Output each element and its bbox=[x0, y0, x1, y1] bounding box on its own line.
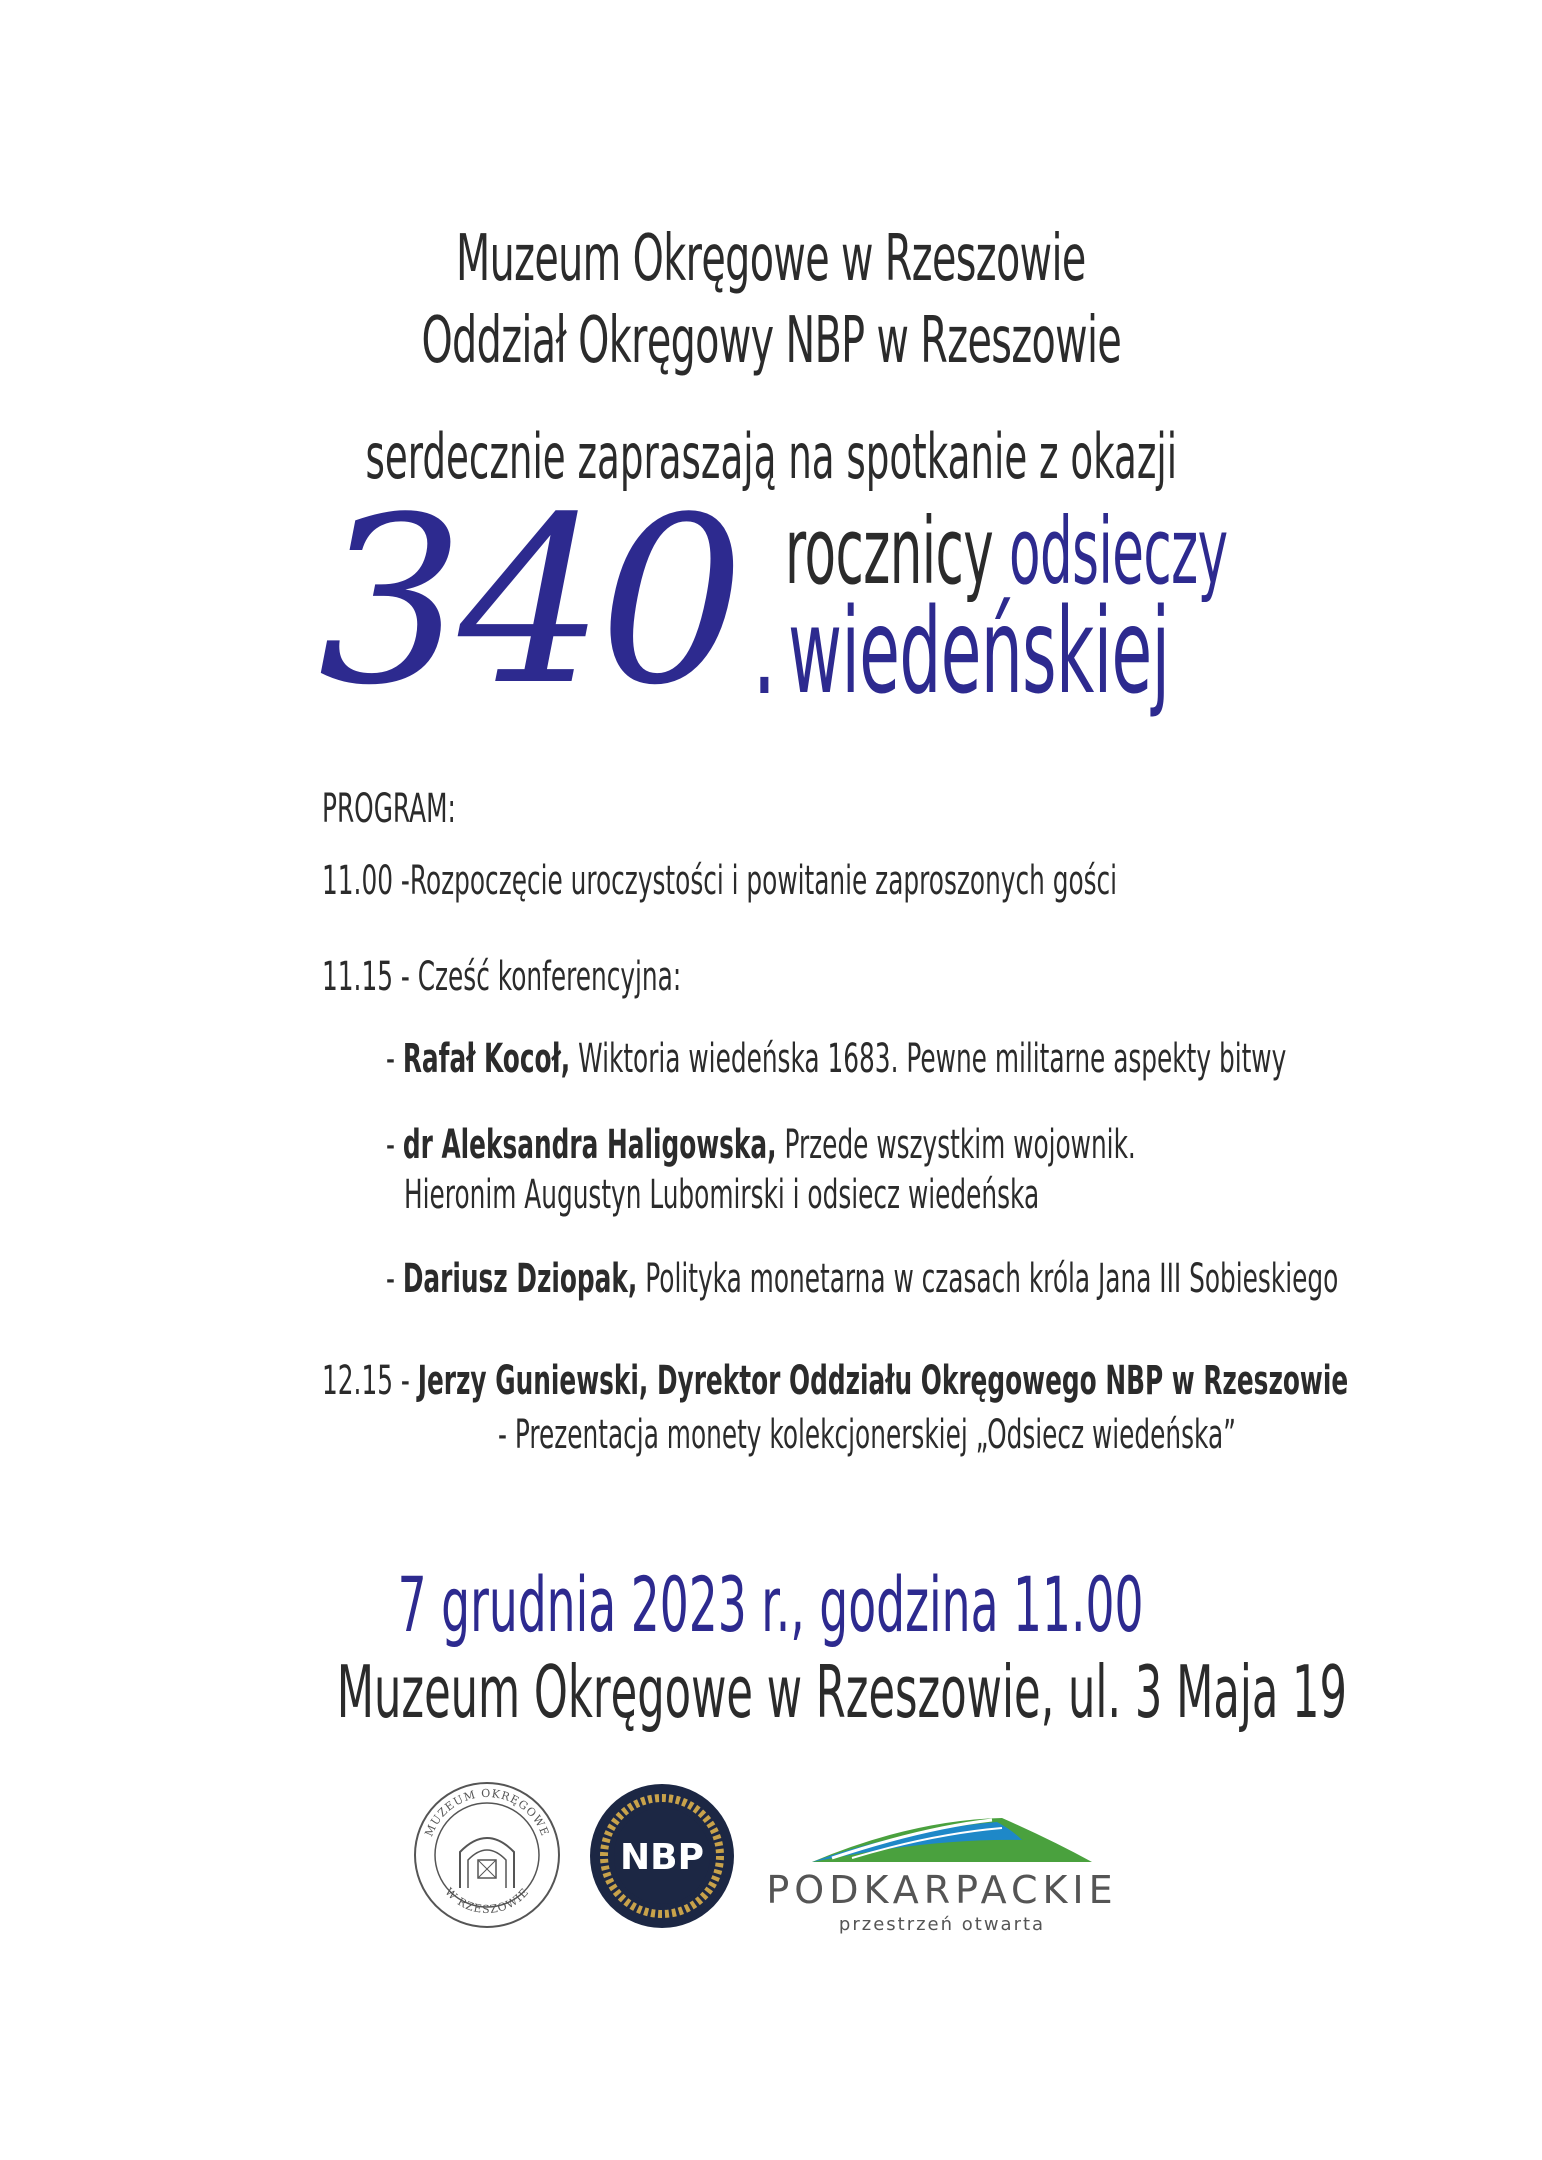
program-time: 11.00 bbox=[322, 858, 393, 904]
program-time: 12.15 bbox=[322, 1358, 393, 1404]
talk-2 bbox=[386, 1122, 1136, 1168]
organizer-line-2: Oddział Okręgowy NBP w Rzeszowie bbox=[421, 304, 1121, 378]
talk-dash: - bbox=[386, 1256, 403, 1302]
talk-dash: - bbox=[386, 1036, 403, 1082]
podkarpackie-logo-text: PODKARPACKIE bbox=[766, 1868, 1118, 1912]
talk-speaker: Rafał Kocoł, bbox=[402, 1036, 571, 1082]
program-item-1115 bbox=[322, 954, 681, 1000]
anniversary-word-wiedenskiej: wiedeńskiej bbox=[788, 582, 1170, 720]
museum-logo-top-text: MUZEUM OKRĘGOWE bbox=[422, 1786, 552, 1839]
anniversary-dot: . bbox=[752, 572, 777, 724]
talk-2-title-cont: Hieronim Augustyn Lubomirski i odsiecz wiedeńska bbox=[404, 1172, 1040, 1218]
event-date: 7 grudnia 2023 r., godzina 11.00 bbox=[398, 1560, 1144, 1649]
program-item-1215 bbox=[322, 1358, 1348, 1404]
museum-logo bbox=[412, 1780, 562, 1930]
nbp-logo bbox=[588, 1782, 736, 1930]
program-dash: - bbox=[392, 1358, 418, 1404]
podkarpackie-logo-subtext: przestrzeń otwarta bbox=[838, 1914, 1046, 1935]
talk-speaker: Dariusz Dziopak, bbox=[402, 1256, 638, 1302]
talk-title: Przede wszystkim wojownik. bbox=[776, 1122, 1136, 1168]
talk-3 bbox=[386, 1256, 1338, 1302]
organizer-line-1: Muzeum Okręgowe w Rzeszowie bbox=[456, 222, 1086, 296]
anniversary-number: 340 bbox=[318, 469, 739, 736]
talk-speaker: dr Aleksandra Haligowska, bbox=[402, 1122, 777, 1168]
program-item-1100 bbox=[322, 858, 1117, 904]
program-speaker: Jerzy Guniewski, Dyrektor Oddziału Okręgowego NBP w Rzeszowie bbox=[417, 1358, 1349, 1404]
event-place: Muzeum Okręgowe w Rzeszowie, ul. 3 Maja 19 bbox=[336, 1650, 1348, 1734]
anniversary-word-rocznicy: rocznicy bbox=[785, 498, 994, 605]
museum-logo-bottom-text: W RZESZOWIE bbox=[442, 1885, 532, 1917]
talk-1 bbox=[386, 1036, 1286, 1082]
svg-text:W RZESZOWIE bbox=[442, 1885, 531, 1916]
talk-dash: - bbox=[386, 1122, 403, 1168]
program-time: 11.15 bbox=[322, 954, 393, 1000]
invitation-line: serdecznie zapraszają na spotkanie z okazji bbox=[365, 420, 1177, 493]
program-item-1215-sub: - Prezentacja monety kolekcjonerskiej „Odsiecz wiedeńska” bbox=[498, 1412, 1237, 1458]
anniversary-word-odsieczy: odsieczy bbox=[1009, 498, 1228, 605]
talk-title: Wiktoria wiedeńska 1683. Pewne militarne aspekty bitwy bbox=[570, 1036, 1287, 1082]
nbp-logo-text: NBP bbox=[620, 1837, 704, 1878]
program-text: -Rozpoczęcie uroczystości i powitanie zaproszonych gości bbox=[392, 858, 1118, 904]
program-title: PROGRAM: bbox=[322, 786, 456, 832]
program-text: - Cześć konferencyjna: bbox=[392, 954, 682, 1000]
talk-title: Polityka monetarna w czasach króla Jana III Sobieskiego bbox=[637, 1256, 1339, 1302]
